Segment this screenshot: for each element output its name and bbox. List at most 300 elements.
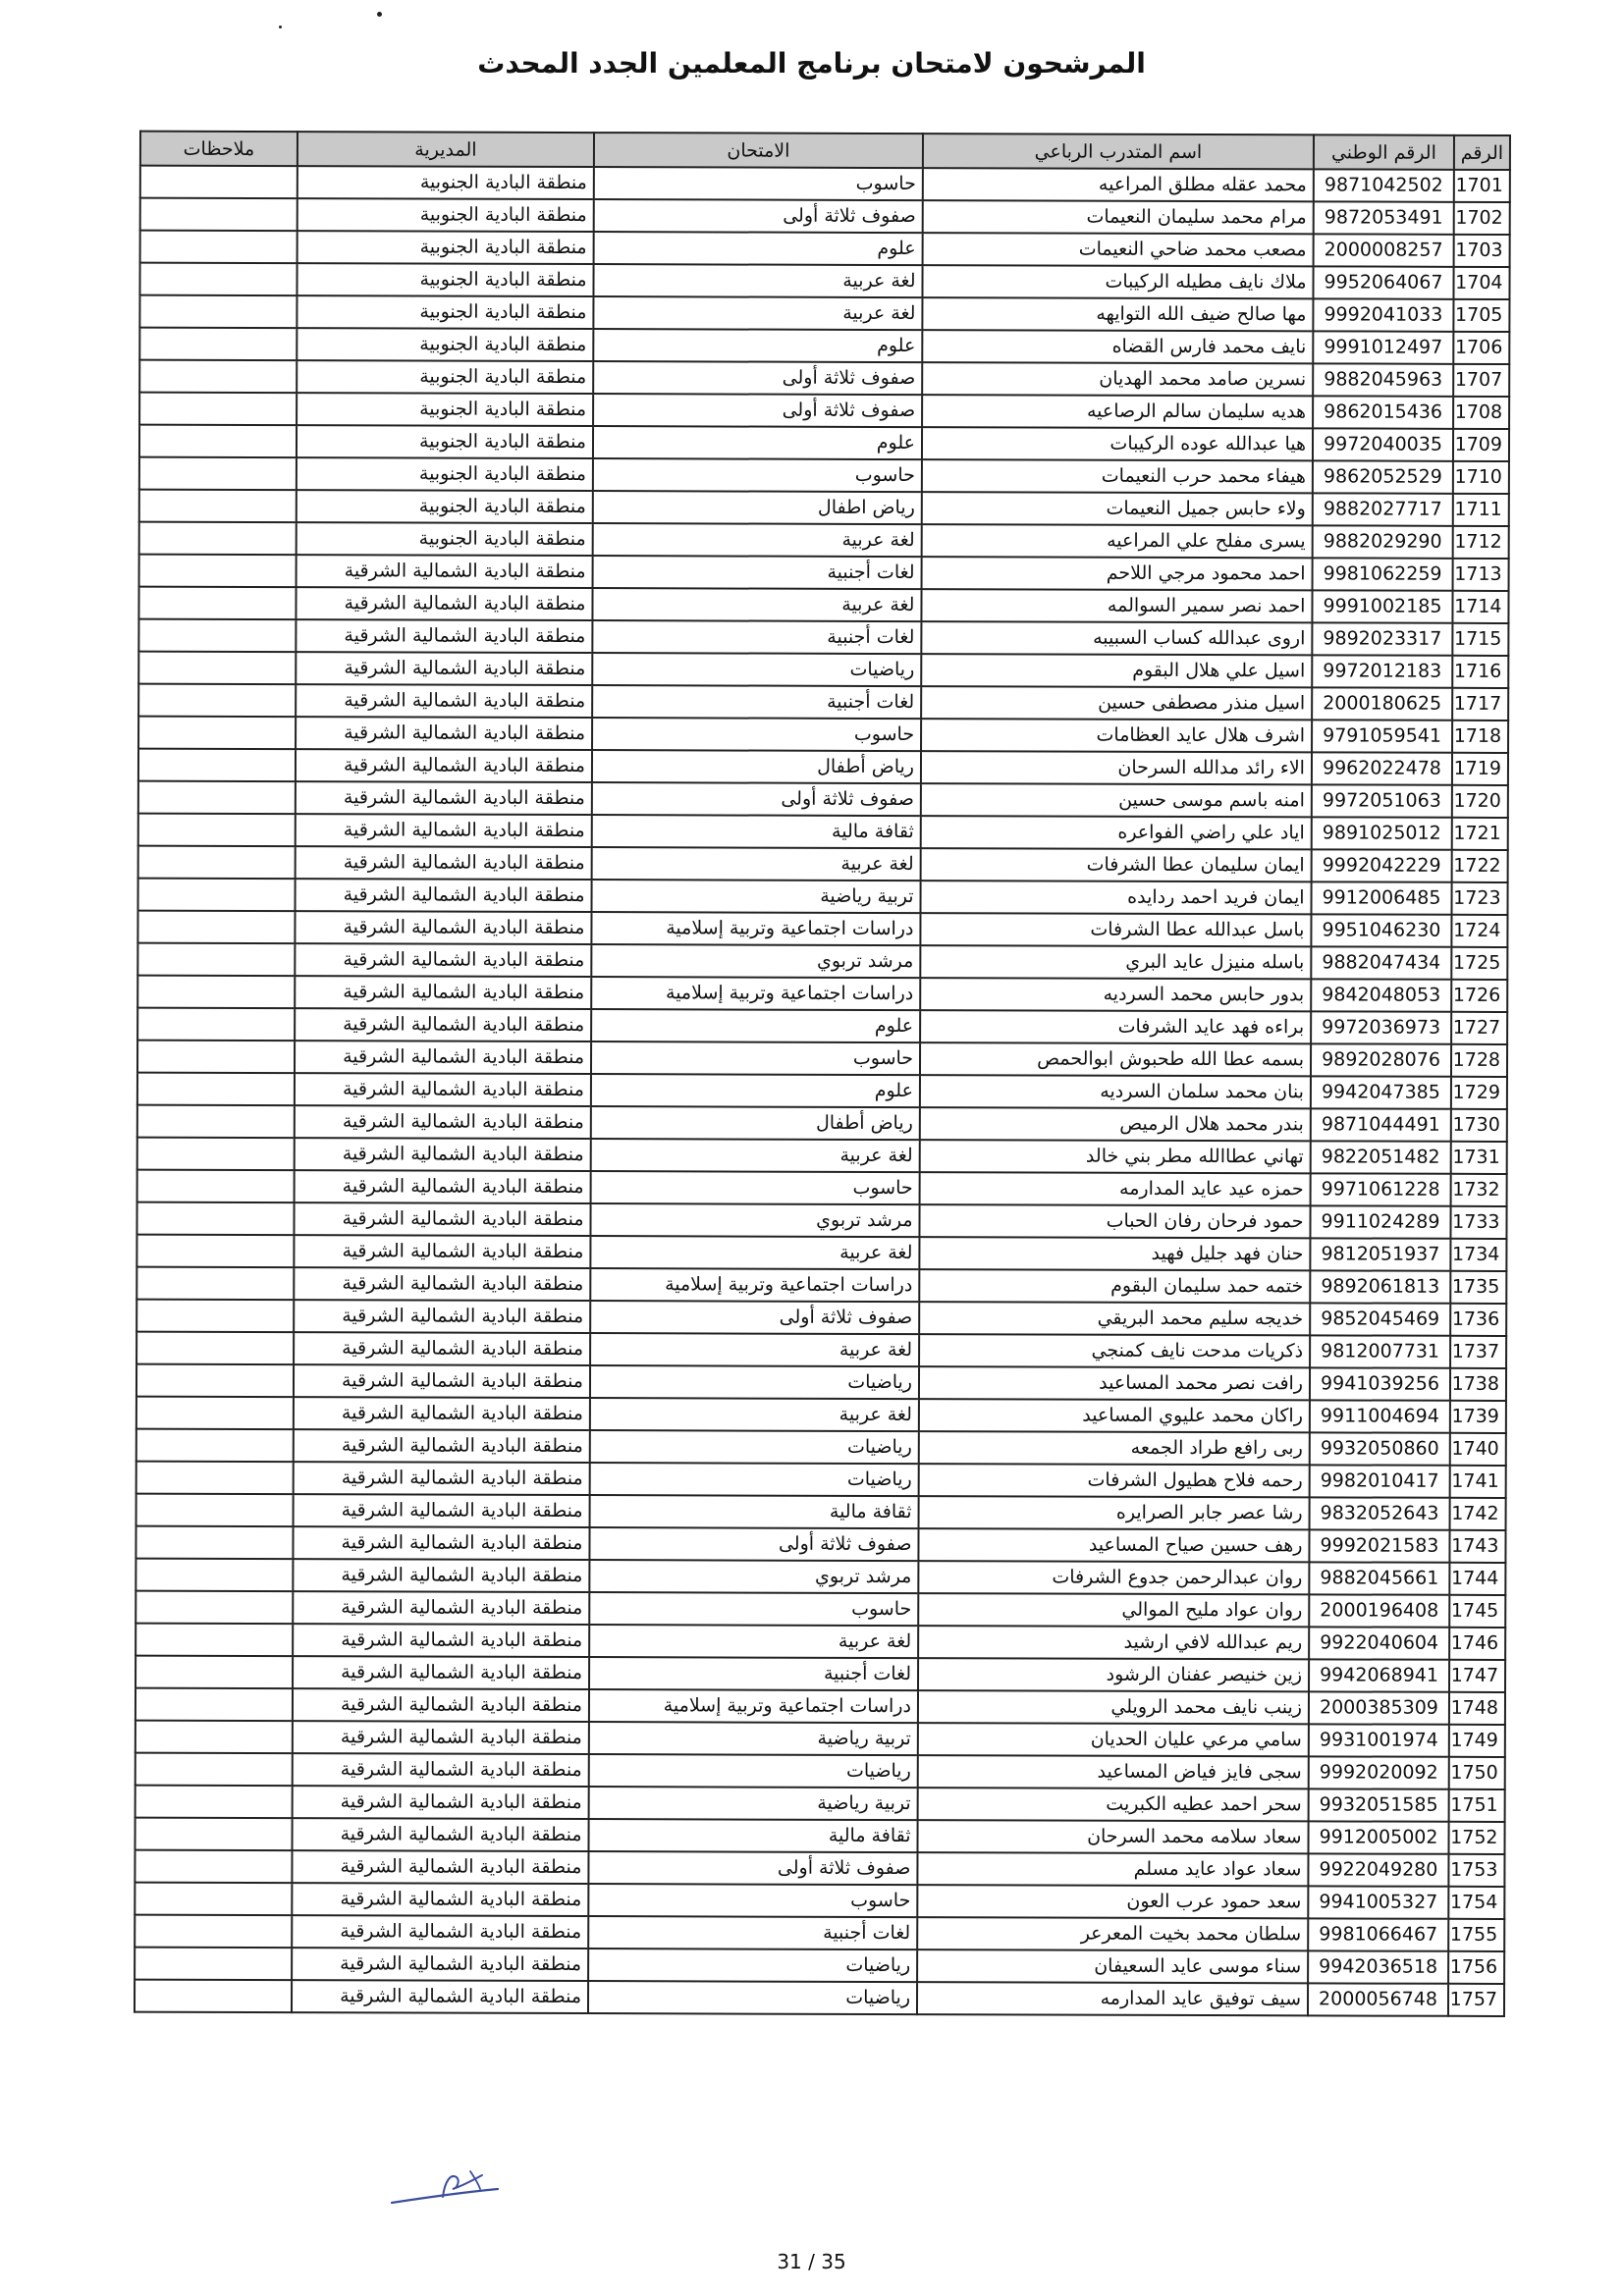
cell-directorate: منطقة البادية الجنوبية: [297, 522, 593, 556]
cell-name: محمد عقله مطلق المراعيه: [923, 168, 1314, 201]
cell-no: 1730: [1451, 1109, 1507, 1142]
cell-no: 1754: [1448, 1887, 1504, 1919]
cell-exam: تربية رياضية: [592, 880, 921, 913]
cell-notes: [139, 555, 297, 588]
cell-notes: [135, 1818, 293, 1851]
cell-national-id: 2000056748: [1308, 1983, 1448, 2015]
cell-name: ختمه حمد سليمان البقوم: [919, 1269, 1310, 1303]
cell-name: بدور حابس محمد السرديه: [920, 978, 1311, 1011]
table-row: [135, 1850, 1504, 1887]
cell-notes: [136, 1267, 294, 1301]
cell-notes: [135, 1980, 292, 2013]
cell-notes: [135, 1721, 293, 1754]
cell-exam: لغة عربية: [590, 1398, 919, 1431]
cell-national-id: 9882047434: [1311, 946, 1451, 979]
cell-name: سحر احمد عطيه الكبريت: [918, 1788, 1309, 1821]
cell-directorate: منطقة البادية الجنوبية: [297, 328, 593, 361]
cell-notes: [138, 749, 296, 782]
cell-name: نايف محمد فارس القضاه: [922, 330, 1313, 363]
cell-name: اسيل منذر مصطفى حسين: [921, 686, 1312, 720]
cell-national-id: 9932050860: [1310, 1432, 1450, 1465]
cell-notes: [139, 328, 297, 361]
cell-no: 1712: [1453, 526, 1509, 559]
table-row: [140, 198, 1510, 235]
cell-exam: لغة عربية: [591, 1139, 920, 1172]
cell-name: سعاد عواد عايد مسلم: [917, 1852, 1308, 1886]
cell-notes: [136, 1300, 294, 1333]
cell-exam: رياض أطفال: [591, 1106, 920, 1140]
cell-name: براءه فهد عايد الشرفات: [920, 1010, 1311, 1043]
cell-exam: علوم: [591, 1009, 920, 1042]
cell-name: نسرين صامد محمد الهديان: [922, 362, 1313, 396]
cell-national-id: 9972040035: [1313, 428, 1453, 460]
cell-name: سجى فايز فياض المساعيد: [918, 1755, 1309, 1789]
cell-national-id: 2000180625: [1312, 687, 1452, 720]
cell-national-id: 9922040604: [1309, 1627, 1449, 1659]
cell-exam: لغات أجنبية: [588, 1916, 917, 1949]
cell-name: رهف حسين صياح المساعيد: [918, 1528, 1309, 1562]
cell-national-id: 9882029290: [1313, 525, 1453, 558]
cell-name: احمد نصر سمير السوالمه: [921, 589, 1312, 622]
cell-exam: لغة عربية: [593, 523, 922, 557]
cell-exam: تربية رياضية: [589, 1722, 918, 1755]
cell-notes: [135, 1753, 293, 1787]
cell-name: مها صالح ضيف الله التوايهه: [922, 297, 1313, 331]
cell-directorate: منطقة البادية الشمالية الشرقية: [293, 1818, 589, 1851]
cell-national-id: 9871044491: [1311, 1108, 1451, 1141]
cell-notes: [138, 717, 296, 750]
cell-notes: [138, 684, 296, 718]
cell-exam: ثقافة مالية: [590, 1495, 919, 1528]
cell-directorate: منطقة البادية الجنوبية: [298, 166, 594, 199]
cell-name: بسمه عطا الله طحبوش ابوالحمص: [920, 1042, 1311, 1076]
cell-directorate: منطقة البادية الشمالية الشرقية: [293, 1526, 589, 1560]
cell-national-id: 9992021583: [1309, 1529, 1449, 1562]
table-row: [138, 879, 1508, 915]
cell-notes: [135, 1526, 293, 1560]
cell-notes: [138, 652, 296, 685]
table-row: [138, 814, 1508, 850]
cell-no: 1724: [1451, 915, 1507, 947]
cell-directorate: منطقة البادية الجنوبية: [297, 490, 593, 523]
cell-name: زينب نايف محمد الرويلي: [918, 1690, 1309, 1724]
cell-notes: [137, 1073, 295, 1106]
header-notes: ملاحظات: [140, 132, 298, 167]
cell-notes: [135, 1850, 292, 1884]
cell-national-id: 9992020092: [1309, 1756, 1449, 1789]
cell-directorate: منطقة البادية الشمالية الشرقية: [295, 1138, 591, 1171]
table-row: [137, 911, 1507, 947]
cell-national-id: 9912006485: [1312, 881, 1452, 914]
table-row: [136, 1494, 1506, 1530]
cell-national-id: 9842048053: [1311, 979, 1451, 1011]
cell-name: ربى رافع طراد الجمعه: [919, 1431, 1310, 1465]
cell-no: 1740: [1450, 1433, 1506, 1466]
cell-directorate: منطقة البادية الشمالية الشرقية: [293, 1721, 589, 1754]
cell-notes: [136, 1235, 294, 1268]
cell-directorate: منطقة البادية الشمالية الشرقية: [295, 1041, 591, 1074]
cell-notes: [135, 1624, 293, 1657]
cell-notes: [139, 425, 297, 458]
table-row: [138, 717, 1508, 753]
cell-no: 1701: [1454, 170, 1510, 202]
cell-notes: [139, 393, 297, 426]
cell-national-id: 9922049280: [1308, 1853, 1448, 1886]
cell-directorate: منطقة البادية الشمالية الشرقية: [294, 1429, 590, 1463]
cell-national-id: 9862052529: [1313, 460, 1453, 493]
cell-exam: رياضيات: [590, 1430, 919, 1464]
candidates-table: [134, 131, 1511, 2017]
table-row: [138, 619, 1508, 656]
cell-national-id: 9971061228: [1311, 1173, 1451, 1205]
table-row: [140, 231, 1510, 267]
cell-directorate: منطقة البادية الشمالية الشرقية: [296, 619, 592, 653]
cell-name: باسل عبدالله عطا الشرفات: [920, 913, 1311, 946]
cell-no: 1717: [1452, 688, 1508, 721]
cell-no: 1733: [1450, 1206, 1506, 1239]
cell-national-id: 9981062259: [1313, 558, 1453, 590]
cell-no: 1752: [1448, 1822, 1504, 1854]
cell-directorate: منطقة البادية الشمالية الشرقية: [294, 1462, 590, 1495]
cell-exam: رياضيات: [588, 1981, 917, 2014]
cell-exam: مرشد تربوي: [591, 944, 920, 978]
cell-no: 1756: [1448, 1951, 1504, 1984]
cell-national-id: 9912005002: [1308, 1821, 1448, 1853]
header-national-id: الرقم الوطني: [1314, 134, 1454, 169]
cell-notes: [137, 1105, 295, 1139]
cell-no: 1735: [1450, 1271, 1506, 1304]
table-row: [139, 328, 1509, 364]
cell-national-id: 9822051482: [1311, 1141, 1451, 1173]
table-row: [136, 1364, 1506, 1401]
cell-national-id: 9852045469: [1310, 1303, 1450, 1335]
signature-mark: [388, 2160, 506, 2218]
cell-national-id: 9871042502: [1314, 169, 1454, 201]
cell-national-id: 9981066467: [1308, 1918, 1448, 1950]
cell-directorate: منطقة البادية الشمالية الشرقية: [295, 1105, 591, 1139]
table-row: [139, 490, 1509, 526]
cell-exam: حاسوب: [593, 458, 922, 492]
cell-notes: [136, 1397, 294, 1430]
cell-directorate: منطقة البادية الشمالية الشرقية: [295, 943, 591, 977]
cell-name: سعاد سلامه محمد السرحان: [917, 1820, 1308, 1853]
table-row: [135, 1721, 1505, 1757]
cell-exam: علوم: [591, 1074, 920, 1107]
cell-name: رشا عصر جابر الصرايره: [919, 1496, 1310, 1529]
cell-directorate: منطقة البادية الشمالية الشرقية: [296, 684, 592, 718]
cell-no: 1721: [1452, 818, 1508, 850]
table-row: [135, 1526, 1505, 1563]
cell-exam: حاسوب: [589, 1592, 918, 1626]
cell-exam: علوم: [593, 426, 922, 459]
cell-no: 1734: [1450, 1239, 1506, 1271]
cell-no: 1725: [1451, 947, 1507, 980]
cell-exam: لغة عربية: [592, 847, 921, 881]
cell-exam: دراسات اجتماعية وتربية إسلامية: [591, 912, 920, 945]
cell-directorate: منطقة البادية الجنوبية: [298, 231, 594, 264]
table-row: [139, 555, 1509, 591]
cell-no: 1715: [1452, 623, 1508, 656]
cell-directorate: منطقة البادية الشمالية الشرقية: [293, 1559, 589, 1592]
cell-name: هيفاء محمد حرب النعيمات: [922, 459, 1313, 493]
cell-no: 1709: [1453, 429, 1509, 461]
cell-name: يسرى مفلح علي المراعيه: [922, 524, 1313, 558]
cell-name: بنان محمد سلمان السرديه: [920, 1075, 1311, 1108]
cell-exam: حاسوب: [594, 167, 923, 200]
table-row: [137, 1170, 1507, 1206]
cell-exam: صفوف ثلاثة أولى: [592, 782, 921, 816]
table-row: [136, 1332, 1506, 1368]
cell-exam: دراسات اجتماعية وتربية إسلامية: [590, 1268, 919, 1302]
cell-notes: [135, 1948, 292, 1981]
cell-directorate: منطقة البادية الشمالية الشرقية: [293, 1624, 589, 1657]
cell-no: 1708: [1453, 397, 1509, 429]
cell-directorate: منطقة البادية الشمالية الشرقية: [295, 976, 591, 1009]
cell-national-id: 9972036973: [1311, 1011, 1451, 1043]
cell-exam: مرشد تربوي: [590, 1203, 919, 1237]
cell-directorate: منطقة البادية الجنوبية: [297, 457, 593, 491]
cell-exam: رياضيات: [590, 1365, 919, 1399]
cell-notes: [135, 1915, 292, 1949]
table-row: [135, 1948, 1504, 1984]
cell-national-id: 9931001974: [1309, 1724, 1449, 1756]
table-row: [137, 943, 1507, 980]
cell-exam: صفوف ثلاثة أولى: [593, 361, 922, 395]
header-row: [140, 132, 1510, 170]
cell-exam: حاسوب: [588, 1884, 917, 1917]
cell-no: 1738: [1450, 1368, 1506, 1401]
table-row: [138, 587, 1508, 623]
table-row: [140, 166, 1510, 202]
cell-notes: [135, 1786, 293, 1819]
cell-directorate: منطقة البادية الشمالية الشرقية: [294, 1235, 590, 1268]
cell-no: 1748: [1449, 1692, 1505, 1725]
cell-directorate: منطقة البادية الشمالية الشرقية: [297, 555, 593, 588]
cell-notes: [135, 1656, 293, 1689]
cell-national-id: 2000008257: [1314, 234, 1454, 266]
cell-no: 1719: [1452, 753, 1508, 785]
cell-name: حمود فرحان رفان الحباب: [919, 1204, 1310, 1238]
cell-notes: [136, 1202, 294, 1236]
cell-exam: رياضيات: [590, 1463, 919, 1496]
cell-name: تهاني عطاالله مطر بني خالد: [920, 1140, 1311, 1173]
cell-exam: صفوف ثلاثة أولى: [593, 394, 922, 427]
cell-directorate: منطقة البادية الشمالية الشرقية: [296, 879, 592, 912]
cell-notes: [137, 911, 295, 944]
cell-name: ذكريات مدحت نايف كمنجي: [919, 1334, 1310, 1367]
cell-no: 1716: [1452, 656, 1508, 688]
cell-exam: علوم: [593, 329, 922, 362]
cell-name: حمزه عيد عايد المدارمه: [920, 1172, 1311, 1205]
table-body: [135, 166, 1510, 2016]
cell-national-id: 9992041033: [1313, 298, 1453, 331]
cell-notes: [136, 1429, 294, 1463]
cell-exam: لغات أجنبية: [593, 556, 922, 589]
cell-no: 1707: [1453, 364, 1509, 397]
page-number: 31 / 35: [777, 2250, 846, 2273]
cell-name: سعد حمود عرب العون: [917, 1885, 1308, 1918]
cell-exam: مرشد تربوي: [589, 1560, 918, 1593]
cell-notes: [137, 943, 295, 977]
cell-no: 1746: [1449, 1628, 1505, 1660]
cell-name: الاء رائد مدالله السرحان: [921, 751, 1312, 784]
table-row: [135, 1688, 1505, 1725]
cell-directorate: منطقة البادية الشمالية الشرقية: [295, 1170, 591, 1203]
cell-directorate: منطقة البادية الشمالية الشرقية: [294, 1332, 590, 1365]
cell-no: 1722: [1452, 850, 1508, 882]
cell-national-id: 9951046230: [1311, 914, 1451, 946]
cell-name: ملاك نايف مطيله الركيبات: [922, 265, 1313, 298]
cell-no: 1732: [1451, 1174, 1507, 1206]
table-row: [138, 652, 1508, 688]
cell-directorate: منطقة البادية الشمالية الشرقية: [294, 1202, 590, 1236]
cell-notes: [136, 1332, 294, 1365]
table-row: [139, 360, 1509, 397]
cell-name: هديه سليمان سالم الرصاعيه: [922, 395, 1313, 428]
cell-no: 1705: [1453, 299, 1509, 332]
cell-no: 1731: [1451, 1142, 1507, 1174]
page-title: المرشحون لامتحان برنامج المعلمين الجدد المحدث: [477, 47, 1146, 80]
cell-national-id: 9882027717: [1313, 493, 1453, 525]
cell-directorate: منطقة البادية الشمالية الشرقية: [292, 1948, 588, 1981]
cell-directorate: منطقة البادية الشمالية الشرقية: [293, 1688, 589, 1722]
cell-exam: رياض اطفال: [593, 491, 922, 524]
cell-national-id: 2000385309: [1309, 1691, 1449, 1724]
cell-no: 1736: [1450, 1304, 1506, 1336]
table-row: [135, 1591, 1505, 1628]
cell-directorate: منطقة البادية الشمالية الشرقية: [293, 1656, 589, 1689]
cell-exam: صفوف ثلاثة أولى: [588, 1851, 917, 1885]
table-row: [136, 1202, 1506, 1239]
cell-exam: لغة عربية: [590, 1236, 919, 1269]
cell-directorate: منطقة البادية الشمالية الشرقية: [294, 1300, 590, 1333]
cell-exam: لغات أجنبية: [592, 620, 921, 654]
cell-directorate: منطقة البادية الشمالية الشرقية: [292, 1980, 588, 2013]
cell-no: 1744: [1449, 1563, 1505, 1595]
cell-notes: [137, 1170, 295, 1203]
cell-exam: تربية رياضية: [589, 1787, 918, 1820]
cell-no: 1720: [1452, 785, 1508, 818]
table-row: [139, 425, 1509, 461]
cell-name: سيف توفيق عايد المدارمه: [917, 1982, 1308, 2015]
cell-name: اسيل علي هلال البقوم: [921, 654, 1312, 687]
cell-exam: حاسوب: [591, 1041, 920, 1075]
cell-directorate: منطقة البادية الشمالية الشرقية: [295, 1008, 591, 1041]
cell-no: 1742: [1450, 1498, 1506, 1530]
cell-national-id: 9812007731: [1310, 1335, 1450, 1367]
cell-directorate: منطقة البادية الشمالية الشرقية: [292, 1850, 588, 1884]
cell-exam: دراسات اجتماعية وتربية إسلامية: [589, 1689, 918, 1723]
cell-directorate: منطقة البادية الشمالية الشرقية: [295, 1073, 591, 1106]
cell-name: اشرف هلال عايد العظامات: [921, 719, 1312, 752]
cell-name: اروى عبدالله كساب السبيبه: [921, 621, 1312, 655]
cell-national-id: 9911024289: [1310, 1205, 1450, 1238]
cell-exam: رياض أطفال: [592, 750, 921, 783]
cell-national-id: 9992042229: [1312, 849, 1452, 881]
table-row: [137, 1073, 1507, 1109]
cell-name: امنه باسم موسى حسين: [921, 783, 1312, 817]
table-row: [135, 1753, 1505, 1789]
cell-notes: [138, 879, 296, 912]
cell-national-id: 2000196408: [1309, 1594, 1449, 1627]
cell-notes: [139, 295, 297, 329]
cell-name: مصعب محمد ضاحي النعيمات: [923, 233, 1314, 266]
cell-name: مرام محمد سليمان النعيمات: [923, 200, 1314, 234]
header-directorate: المديرية: [298, 132, 594, 167]
cell-notes: [138, 781, 296, 815]
table-row: [137, 1008, 1507, 1044]
cell-exam: صفوف ثلاثة أولى: [590, 1301, 919, 1334]
cell-notes: [138, 619, 296, 653]
cell-no: 1745: [1449, 1595, 1505, 1628]
cell-name: روان عواد مليح الموالي: [918, 1593, 1309, 1627]
table-row: [137, 1138, 1507, 1174]
cell-directorate: منطقة البادية الجنوبية: [297, 360, 593, 394]
cell-no: 1743: [1449, 1530, 1505, 1563]
cell-name: سامي مرعي عليان الحديان: [918, 1723, 1309, 1756]
cell-national-id: 9942036518: [1308, 1950, 1448, 1983]
cell-notes: [140, 166, 298, 199]
cell-exam: لغة عربية: [593, 264, 922, 297]
cell-exam: لغات أجنبية: [592, 685, 921, 719]
cell-name: رافت نصر محمد المساعيد: [919, 1366, 1310, 1400]
table-row: [138, 781, 1508, 818]
cell-name: هيا عبدالله عوده الركيبات: [922, 427, 1313, 460]
cell-no: 1750: [1449, 1757, 1505, 1789]
cell-no: 1714: [1452, 591, 1508, 623]
table-row: [139, 457, 1509, 494]
cell-notes: [139, 263, 297, 296]
scan-speck: [377, 12, 382, 17]
cell-name: احمد محمود مرجي اللاحم: [922, 557, 1313, 590]
cell-no: 1741: [1450, 1466, 1506, 1498]
table-row: [136, 1235, 1506, 1271]
cell-exam: لغة عربية: [593, 296, 922, 330]
table-row: [136, 1462, 1506, 1498]
cell-national-id: 9832052643: [1310, 1497, 1450, 1529]
cell-no: 1728: [1451, 1044, 1507, 1077]
cell-national-id: 9892028076: [1311, 1043, 1451, 1076]
cell-notes: [135, 1559, 293, 1592]
table-row: [135, 1980, 1504, 2016]
cell-notes: [135, 1688, 293, 1722]
cell-notes: [140, 198, 298, 232]
cell-directorate: منطقة البادية الشمالية الشرقية: [296, 814, 592, 847]
cell-national-id: 9941005327: [1308, 1886, 1448, 1918]
table-row: [137, 976, 1507, 1012]
table-row: [135, 1786, 1505, 1822]
cell-name: سلطان محمد بخيت المعرعر: [917, 1917, 1308, 1950]
cell-exam: ثقافة مالية: [592, 815, 921, 848]
cell-no: 1751: [1449, 1789, 1505, 1822]
table-row: [135, 1818, 1505, 1854]
cell-notes: [138, 846, 296, 880]
cell-notes: [139, 360, 297, 394]
table-row: [136, 1267, 1506, 1304]
cell-national-id: 9962022478: [1312, 752, 1452, 784]
table-row: [135, 1624, 1505, 1660]
cell-national-id: 9972012183: [1312, 655, 1452, 687]
cell-no: 1739: [1450, 1401, 1506, 1433]
cell-notes: [139, 457, 297, 491]
cell-directorate: منطقة البادية الشمالية الشرقية: [296, 846, 592, 880]
cell-name: حنان فهد جليل فهيد: [919, 1237, 1310, 1270]
cell-directorate: منطقة البادية الشمالية الشرقية: [294, 1364, 590, 1398]
cell-no: 1749: [1449, 1725, 1505, 1757]
cell-directorate: منطقة البادية الشمالية الشرقية: [294, 1267, 590, 1301]
cell-notes: [136, 1494, 294, 1527]
cell-name: رحمه فلاح هطيول الشرفات: [919, 1464, 1310, 1497]
